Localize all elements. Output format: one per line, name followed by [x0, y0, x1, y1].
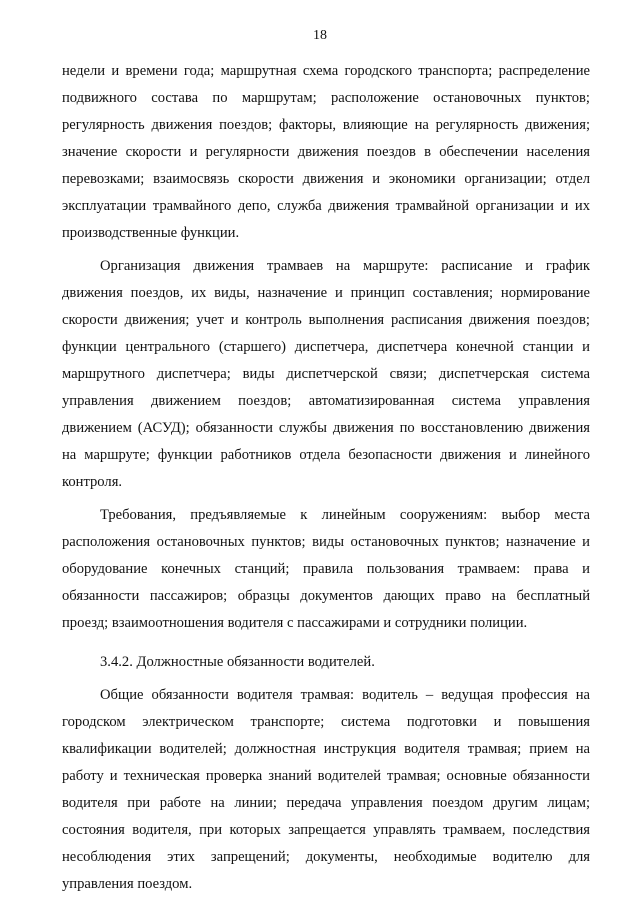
- paragraph-line-structures: Требования, предъявляемые к линейным сооружениям: выбор места расположения остановочных пунктов; виды остановочных пунктов; назначение и оборудование конечных станций; правила пользования трамваем: права и обязанности пассажиров; образцы документов дающих право на бесплатный проезд; взаимоотношения водителя с пассажирами и сотрудники полиции.: [62, 507, 590, 631]
- body-text: [62, 58, 590, 898]
- page-number: 18: [313, 28, 327, 43]
- paragraph-traffic-organization: Организация движения трамваев на маршруте: расписание и график движения поездов, их виды, назначение и принцип составления; нормирование скорости движения; учет и контроль выполнения расписания движения поездов; функции центрального (старшего) диспетчера, диспетчера конечной станции и маршрутного диспетчера; виды диспетчерской связи; диспетчерская система управления движением поездов; автоматизированная система управления движением (АСУД); обязанности службы движения по восстановлению движения на маршруте; функции работников отдела безопасности движения и линейного контроля.: [62, 258, 590, 490]
- section-heading: 3.4.2. Должностные обязанности водителей.: [100, 654, 375, 670]
- paragraph-continuation: недели и времени года; маршрутная схема городского транспорта; распределение подвижного состава по маршрутам; расположение остановочных пунктов; регулярность движения поездов; факторы, влияющие на регулярность движения; значение скорости и регулярности движения поездов в обеспечении населения перевозками; взаимосвязь скорости движения и экономики организации; отдел эксплуатации трамвайного депо, служба движения трамвайной организации и их производственные функции.: [62, 63, 590, 241]
- paragraph-driver-duties: Общие обязанности водителя трамвая: водитель – ведущая профессия на городском электрическом транспорте; система подготовки и повышения квалификации водителей; должностная инструкция водителя трамвая; прием на работу и техническая проверка знаний водителей трамвая; основные обязанности водителя при работе на линии; передача управления поездом другим лицам; состояния водителя, при которых запрещается управлять трамваем, последствия несоблюдения этих запрещений; документы, необходимые водителю для управления поездом.: [62, 687, 590, 892]
